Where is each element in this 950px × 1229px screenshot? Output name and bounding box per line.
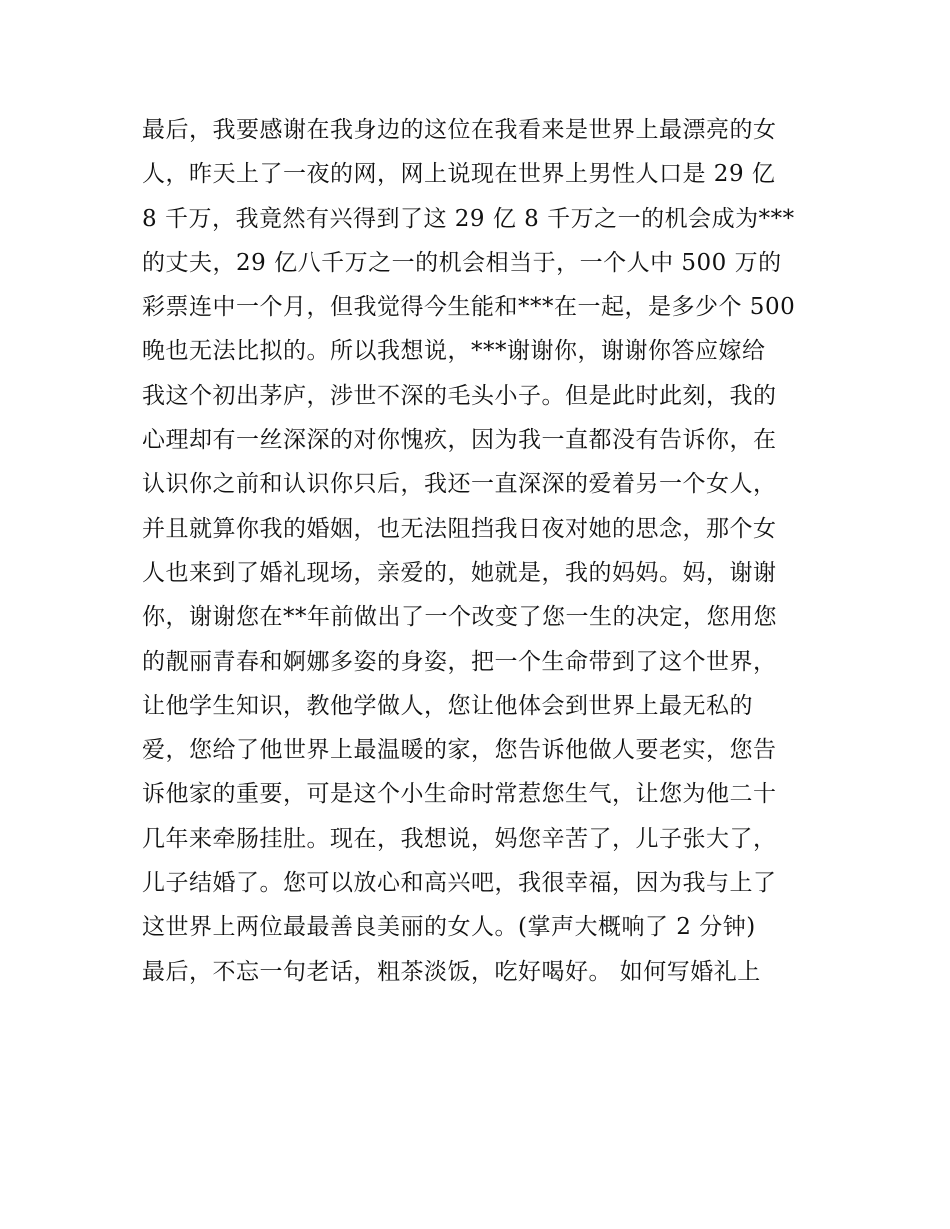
text-line: 最后，我要感谢在我身边的这位在我看来是世界上最漂亮的女 <box>142 117 777 143</box>
text-line: 8 千万，我竟然有兴得到了这 29 亿 8 千万之一的机会成为*** <box>142 205 795 232</box>
text-line: 爱，您给了他世界上最温暖的家，您告诉他做人要老实，您告 <box>142 737 777 764</box>
text-line: 让他学生知识，教他学做人，您让他体会到世界上最无私的 <box>142 692 753 719</box>
text-line: 认识你之前和认识你只后，我还一直深深的爱着另一个女人， <box>142 471 777 498</box>
text-line: 并且就算你我的婚姻，也无法阻挡我日夜对她的思念，那个女 <box>142 515 777 542</box>
text-line: 我这个初出茅庐，涉世不深的毛头小子。但是此时此刻，我的 <box>142 382 777 409</box>
text-line: 你，谢谢您在**年前做出了一个改变了您一生的决定，您用您 <box>142 604 777 631</box>
text-line: 彩票连中一个月，但我觉得今生能和***在一起，是多少个 500 <box>142 294 796 321</box>
text-line: 人也来到了婚礼现场，亲爱的，她就是，我的妈妈。妈，谢谢 <box>142 559 777 586</box>
text-line: 诉他家的重要，可是这个小生命时常惹您生气，让您为他二十 <box>142 781 777 808</box>
text-line: 心理却有一丝深深的对你愧疚，因为我一直都没有告诉你，在 <box>142 427 777 454</box>
text-line: 儿子结婚了。您可以放心和高兴吧，我很幸福，因为我与上了 <box>142 870 777 897</box>
text-line: 最后，不忘一句老话，粗茶淡饭，吃好喝好。 如何写婚礼上 <box>142 958 761 985</box>
text-line: 的靓丽青春和婀娜多姿的身姿，把一个生命带到了这个世界， <box>142 648 777 675</box>
paragraph <box>142 108 822 994</box>
text-line: 几年来牵肠挂肚。现在，我想说，妈您辛苦了，儿子张大了， <box>142 825 777 852</box>
text-line: 晚也无法比拟的。所以我想说，***谢谢你，谢谢你答应嫁给 <box>142 338 766 365</box>
text-line: 的丈夫，29 亿八千万之一的机会相当于，一个人中 500 万的 <box>142 249 782 276</box>
text-line: 人，昨天上了一夜的网，网上说现在世界上男性人口是 29 亿 <box>142 161 776 188</box>
text-line: 这世界上两位最最善良美丽的女人。(掌声大概响了 2 分钟) <box>142 914 756 941</box>
